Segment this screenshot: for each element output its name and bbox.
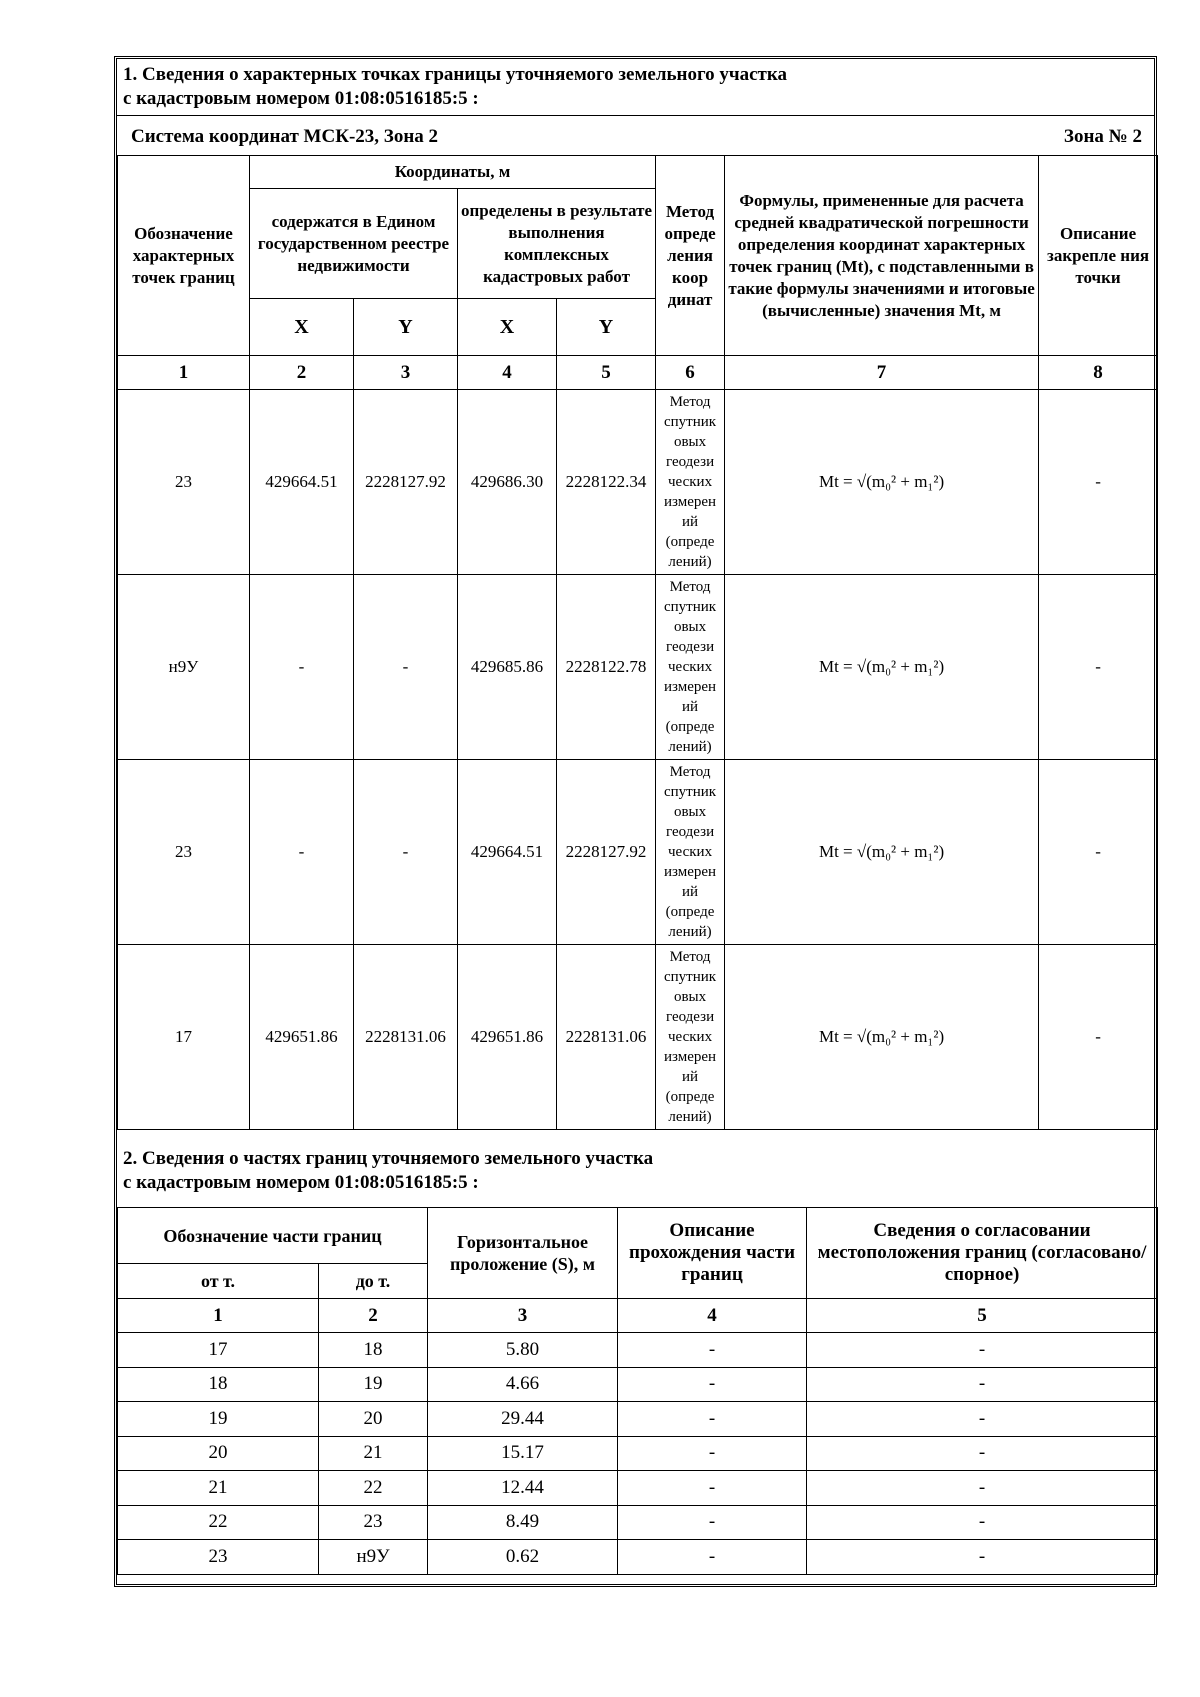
point-description: - [1039, 575, 1158, 760]
y-egrn: 2228131.06 [354, 945, 458, 1130]
y-egrn: - [354, 575, 458, 760]
zone-label: Зона № 2 [1063, 126, 1142, 147]
point-id: 23 [118, 390, 250, 575]
colnum-5: 5 [807, 1299, 1158, 1333]
table-row [118, 390, 1158, 575]
section1-title [117, 63, 1154, 111]
part-description: - [618, 1540, 807, 1575]
header-point: Обозначение характерных точек границ [118, 156, 250, 356]
section2-title [117, 1147, 1154, 1195]
parts-table [117, 1207, 1158, 1575]
header-y2: Y [557, 299, 656, 356]
colnum-8: 8 [1039, 356, 1158, 390]
coord-system-bar [117, 125, 1154, 149]
distance: 29.44 [428, 1402, 618, 1437]
table-row [118, 1471, 1158, 1506]
from-point: 18 [118, 1367, 319, 1402]
x-determined: 429664.51 [458, 760, 557, 945]
header-from: от т. [118, 1264, 319, 1299]
formula: Mt = √(m₀² + m₁²) [725, 575, 1039, 760]
table-row [118, 1540, 1158, 1575]
header-part-description: Описание прохождения части границ [618, 1208, 807, 1299]
part-description: - [618, 1333, 807, 1368]
from-point: 20 [118, 1436, 319, 1471]
table-row [118, 1402, 1158, 1437]
y-determined: 2228131.06 [557, 945, 656, 1130]
x-egrn: - [250, 575, 354, 760]
to-point: н9У [319, 1540, 428, 1575]
point-id: 17 [118, 945, 250, 1130]
colnum-7: 7 [725, 356, 1039, 390]
y-determined: 2228122.34 [557, 390, 656, 575]
colnum-2: 2 [319, 1299, 428, 1333]
header-coords: Координаты, м [250, 156, 656, 189]
header-distance: Горизонтальное проложение (S), м [428, 1208, 618, 1299]
y-determined: 2228127.92 [557, 760, 656, 945]
section1-title-line1: 1. Сведения о характерных точках границы уточняемого земельного участка [123, 64, 788, 85]
coord-system-label: Система координат МСК-23, Зона 2 [131, 126, 439, 147]
colnum-6: 6 [656, 356, 725, 390]
agreement: - [807, 1333, 1158, 1368]
formula: Mt = √(m₀² + m₁²) [725, 760, 1039, 945]
header-x2: X [458, 299, 557, 356]
y-determined: 2228122.78 [557, 575, 656, 760]
distance: 15.17 [428, 1436, 618, 1471]
to-point: 23 [319, 1505, 428, 1540]
header-part: Обозначение части границ [118, 1208, 428, 1264]
agreement: - [807, 1540, 1158, 1575]
colnum-1: 1 [118, 356, 250, 390]
colnum-3: 3 [428, 1299, 618, 1333]
distance: 12.44 [428, 1471, 618, 1506]
document-sheet [114, 56, 1157, 1587]
header-to: до т. [319, 1264, 428, 1299]
table-row [118, 1436, 1158, 1471]
formula: Mt = √(m₀² + m₁²) [725, 945, 1039, 1130]
agreement: - [807, 1436, 1158, 1471]
header-agreement: Сведения о согласовании местоположения границ (согласовано/спорное) [807, 1208, 1158, 1299]
parts-header-row [118, 1208, 1158, 1264]
colnum-4: 4 [618, 1299, 807, 1333]
to-point: 21 [319, 1436, 428, 1471]
part-description: - [618, 1402, 807, 1437]
colnum-3: 3 [354, 356, 458, 390]
to-point: 20 [319, 1402, 428, 1437]
header-x1: X [250, 299, 354, 356]
x-egrn: - [250, 760, 354, 945]
to-point: 18 [319, 1333, 428, 1368]
header-y1: Y [354, 299, 458, 356]
divider [117, 115, 1154, 116]
method: Метод спутник овых геодези ческих измерен ий (опреде лений) [656, 945, 725, 1130]
point-description: - [1039, 390, 1158, 575]
header-description: Описание закрепле ния точки [1039, 156, 1158, 356]
colnum-1: 1 [118, 1299, 319, 1333]
section2-title-line1: 2. Сведения о частях границ уточняемого земельного участка [123, 1148, 654, 1169]
method: Метод спутник овых геодези ческих измерен ий (опреде лений) [656, 575, 725, 760]
x-determined: 429686.30 [458, 390, 557, 575]
x-determined: 429651.86 [458, 945, 557, 1130]
points-table [117, 155, 1158, 1130]
x-egrn: 429664.51 [250, 390, 354, 575]
point-id: 23 [118, 760, 250, 945]
point-description: - [1039, 945, 1158, 1130]
to-point: 19 [319, 1367, 428, 1402]
table-row [118, 1333, 1158, 1368]
from-point: 22 [118, 1505, 319, 1540]
y-egrn: - [354, 760, 458, 945]
from-point: 19 [118, 1402, 319, 1437]
agreement: - [807, 1402, 1158, 1437]
agreement: - [807, 1367, 1158, 1402]
x-determined: 429685.86 [458, 575, 557, 760]
colnum-2: 2 [250, 356, 354, 390]
point-description: - [1039, 760, 1158, 945]
method: Метод спутник овых геодези ческих измерен ий (опреде лений) [656, 390, 725, 575]
from-point: 21 [118, 1471, 319, 1506]
x-egrn: 429651.86 [250, 945, 354, 1130]
header-egrn: содержатся в Едином государственном реестре недвижимости [250, 189, 458, 299]
agreement: - [807, 1471, 1158, 1506]
distance: 5.80 [428, 1333, 618, 1368]
table-row [118, 1505, 1158, 1540]
colnum-4: 4 [458, 356, 557, 390]
from-point: 23 [118, 1540, 319, 1575]
formula: Mt = √(m₀² + m₁²) [725, 390, 1039, 575]
agreement: - [807, 1505, 1158, 1540]
to-point: 22 [319, 1471, 428, 1506]
point-id: н9У [118, 575, 250, 760]
from-point: 17 [118, 1333, 319, 1368]
header-formula: Формулы, примененные для расчета средней квадратической погрешности определения координат характерных точек границ (Mt), с подставленными в такие формулы значениями и итоговые (вычисленные) значения Mt, м [725, 156, 1039, 356]
table-row [118, 945, 1158, 1130]
table-row [118, 575, 1158, 760]
y-egrn: 2228127.92 [354, 390, 458, 575]
part-description: - [618, 1471, 807, 1506]
part-description: - [618, 1505, 807, 1540]
distance: 4.66 [428, 1367, 618, 1402]
header-method: Метод опреде ления коор динат [656, 156, 725, 356]
part-description: - [618, 1367, 807, 1402]
distance: 0.62 [428, 1540, 618, 1575]
points-colnum-row [118, 356, 1158, 390]
table-row [118, 1367, 1158, 1402]
section1-title-line2: с кадастровым номером 01:08:0516185:5 : [123, 88, 479, 109]
points-header-row [118, 156, 1158, 189]
method: Метод спутник овых геодези ческих измерен ий (опреде лений) [656, 760, 725, 945]
header-determined: определены в результате выполнения комплексных кадастровых работ [458, 189, 656, 299]
parts-colnum-row [118, 1299, 1158, 1333]
colnum-5: 5 [557, 356, 656, 390]
section2-title-line2: с кадастровым номером 01:08:0516185:5 : [123, 1172, 479, 1193]
table-row [118, 760, 1158, 945]
distance: 8.49 [428, 1505, 618, 1540]
part-description: - [618, 1436, 807, 1471]
